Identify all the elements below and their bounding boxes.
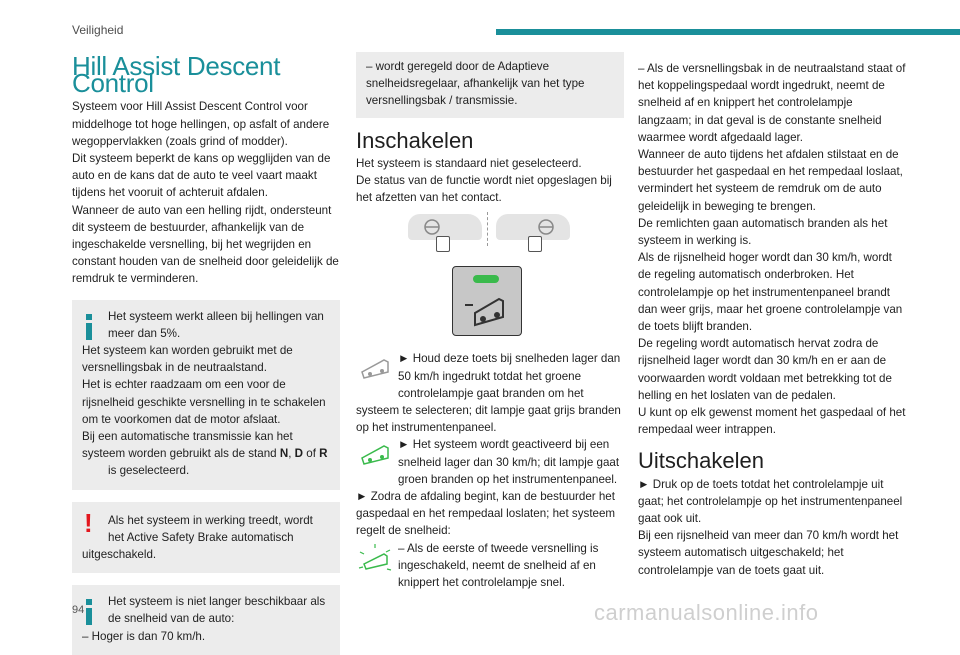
info-note-slope [72,300,340,490]
status-paragraph: De status van de functie wordt niet opgeslagen bij het afzetten van het contact. [356,174,612,205]
column-right [638,52,908,579]
hill-descent-indicator-green [528,236,542,252]
hill-descent-button[interactable] [452,266,522,336]
heading-inschakelen: Inschakelen [356,127,474,153]
car-descent-icon [453,287,521,337]
pedal-paragraph: U kunt op elk gewenst moment het gaspedaal of het rempedaal weer intrappen. [638,406,906,437]
step-activated: ► Het systeem wordt geactiveerd bij een snelheid lager dan 30 km/h; dit lampje gaat groen branden op het instrumentenpaneel. [356,436,624,488]
warning-icon: ! [84,507,93,538]
page-number: 94 [72,604,85,616]
car-descent-flashing-icon [356,542,394,576]
note-speed-first: Het systeem is niet langer beschikbaar als de snelheid van de auto: [108,595,326,626]
note-continued [356,52,624,118]
resume-paragraph: De regeling wordt automatisch hervat zodra de rijsnelheid lager wordt dan 30 km/h en er aan de voorwaarden wordt voldaan met betrekking tot de helling en het loslaten van de pedalen. [638,337,892,402]
interrupt-paragraph: Als de rijsnelheid hoger wordt dan 30 km/h, wordt de regeling automatisch onderbroken. Het controlelampje op het instrumentenpaneel brandt dan weer grijs, maar het groene controlelampje van de toets blijft branden. [638,251,903,334]
intro-paragraph-3: Wanneer de auto van een helling rijdt, ondersteunt dit systeem de bestuurder, afhankelijk van de ingeschakelde versnelling, bij het wegrijden en constant houden van de snelheid door geleidelijk de remdruk te verminderen. [72,203,339,286]
note-speed-dash: – Hoger is dan 70 km/h. [82,629,206,643]
watermark: carmanualsonline.info [594,600,819,625]
note-line-neutral: Het systeem kan worden gebruikt met de versnellingsbak in de neutraalstand. [82,344,293,375]
mode-r: R [319,447,328,461]
step-release-pedals: ► Zodra de afdaling begint, kan de bestuurder het gaspedaal en het rempedaal loslaten; het systeem regelt de snelheid: [356,490,616,538]
operation-paragraphs [638,52,908,438]
intro-paragraph-2: Dit systeem beperkt de kans op wegglijden van de auto en de kans dat de auto te veel vaart maakt tijdens het vooruit of achteruit afdalen. [72,152,331,200]
green-led [473,275,499,283]
auto-deactivate-paragraph: Bij een rijsnelheid van meer dan 70 km/h wordt het systeem automatisch uitgeschakeld; het controlelampje van de toets gaat uit. [638,529,899,577]
note-line-gear: Het is echter raadzaam om een voor de rijsnelheid geschikte versnelling in te schakelen om te voorkomen dat de motor afslaat. [82,378,326,426]
dashboard-figure [356,206,624,336]
warning-text: Als het systeem in werking treedt, wordt het Active Safety Brake automatisch [108,513,313,544]
hill-descent-indicator-grey [436,236,450,252]
intro-paragraph-1: Systeem voor Hill Assist Descent Control voor middelhoge tot hoge hellingen, op asfalt of andere wegoppervlakken (zoals grind of modder). [72,100,330,148]
column-middle [356,52,624,591]
deactivate-step: ► Druk op de toets totdat het controlelampje uit gaat; het controlelampje op het instrumentenpaneel gaat ook uit. [638,477,903,526]
page-title: Hill Assist Descent Control [72,51,281,99]
warning-note-asb [72,502,340,574]
step-hold-button: ► Houd deze toets bij snelheden lager dan 50 km/h ingedrukt totdat het groene controlelampje gaat branden om het systeem te selecteren; dit lampje gaat grijs branden op het instrumentenpaneel. [356,352,621,435]
info-icon [86,314,92,340]
info-note-speed [72,585,340,655]
header-accent-bar [496,29,960,35]
car-descent-grey-icon [356,352,394,386]
heading-uitschakelen: Uitschakelen [638,448,764,474]
info-icon [86,599,92,625]
note-continued-text: – wordt geregeld door de Adaptieve snelheidsregelaar, afhankelijk van het type versnellingsbak / transmissie. [366,60,585,108]
column-left [72,52,340,655]
neutral-paragraph: – Als de versnellingsbak in de neutraalstand staat of het koppelingspedaal wordt ingedrukt, neemt de snelheid af en knippert het controlelampje langzaam; in dat geval is de constante snelheid waarmee wordt afgedaald lager. [638,62,906,144]
car-descent-green-icon [356,438,394,472]
divider-line [487,212,488,246]
step-first-gear: – Als de eerste of tweede versnelling is ingeschakeld, neemt de snelheid af en knippert het controlelampje snel. [356,540,624,592]
note-line-automatic: Bij een automatische transmissie kan het systeem worden gebruikt als de stand N, D of R is geselecteerd. [82,430,328,478]
warning-text-end: uitgeschakeld. [82,548,157,562]
mode-d: D [294,447,304,461]
section-title: Veiligheid [72,23,124,37]
mode-n: N [279,447,289,461]
note-first-line: Het systeem werkt alleen bij hellingen van meer dan 5%. [108,309,324,340]
brake-lights-paragraph: De remlichten gaan automatisch branden als het systeem in werking is. [638,216,888,248]
standstill-paragraph: Wanneer de auto tijdens het afdalen stilstaat en de bestuurder het gaspedaal en het rempedaal loslaat, vermindert het systeem de remdruk om de auto geleidelijk in beweging te brengen. [638,148,903,213]
default-paragraph: Het systeem is standaard niet geselecteerd. [356,156,582,170]
